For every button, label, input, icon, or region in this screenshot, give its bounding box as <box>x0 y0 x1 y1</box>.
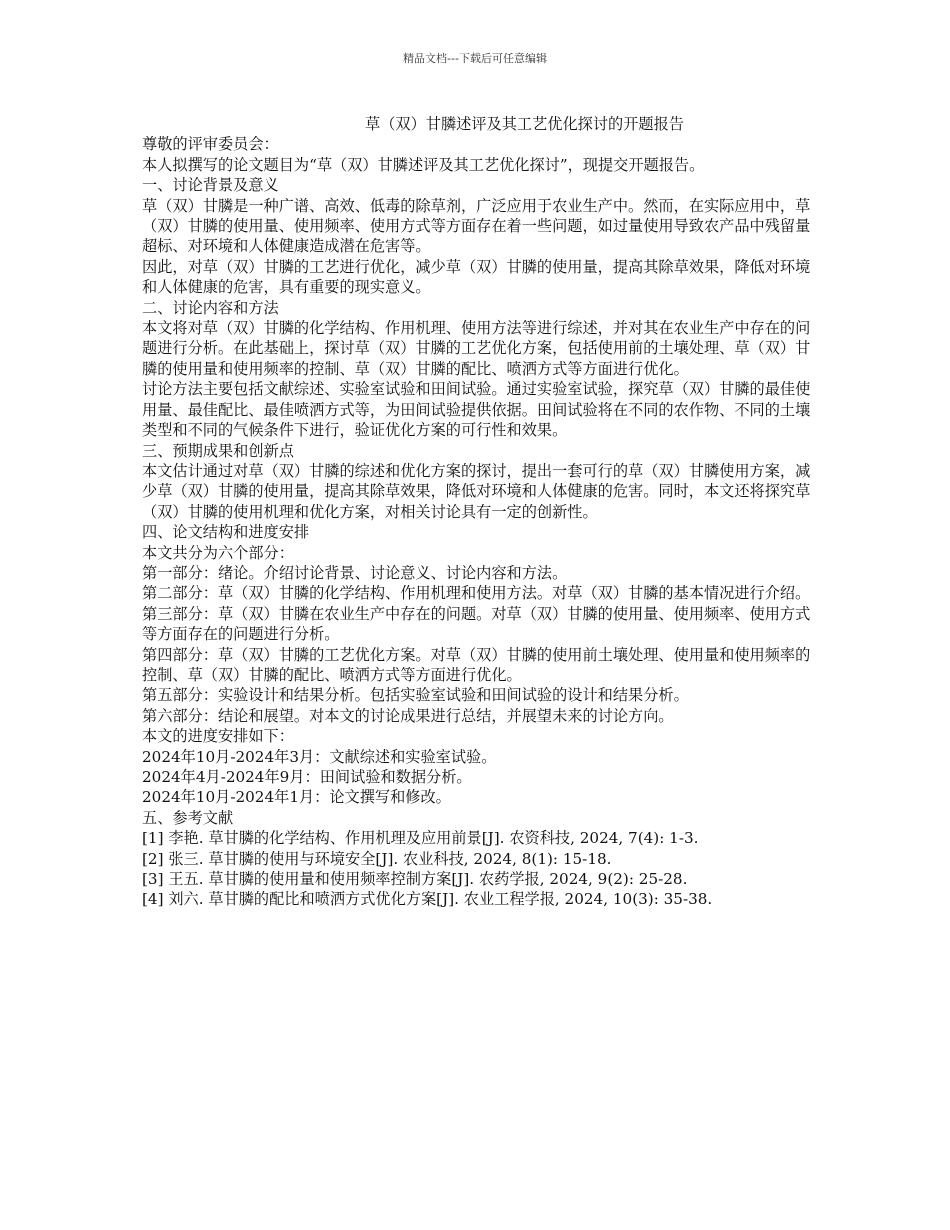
structure-part: 第一部分：绪论。介绍讨论背景、讨论意义、讨论内容和方法。 <box>142 563 568 582</box>
section-heading-references: 五、参考文献 <box>142 808 234 827</box>
section-heading-content-methods: 二、讨论内容和方法 <box>142 298 279 317</box>
salutation: 尊敬的评审委员会： <box>142 135 279 154</box>
structure-part: 第二部分：草（双）甘膦的化学结构、作用机理和使用方法。对草（双）甘膦的基本情况进行介绍。 <box>142 584 811 603</box>
reference-item: [2] 张三. 草甘膦的使用与环境安全[J]. 农业科技, 2024, 8(1): 15-18. <box>142 849 612 868</box>
document-body <box>142 114 812 910</box>
section-heading-structure-schedule: 四、论文结构和进度安排 <box>142 523 310 542</box>
content-paragraph: 本文将对草（双）甘膦的化学结构、作用机理、使用方法等进行综述，并对其在农业生产中存在的问题进行分析。在此基础上，探讨草（双）甘膦的工艺优化方案，包括使用前的土壤处理、草（双）甘膦的使用量和使用频率的控制、草（双）甘膦的配比、喷洒方式等方面进行优化。 <box>142 319 811 378</box>
reference-item: [1] 李艳. 草甘膦的化学结构、作用机理及应用前景[J]. 农资科技, 2024, 7(4): 1-3. <box>142 829 699 848</box>
section-heading-background: 一、讨论背景及意义 <box>142 176 279 195</box>
background-paragraph-1: 草（双）甘膦是一种广谱、高效、低毒的除草剂，广泛应用于农业生产中。然而，在实际应用中，草（双）甘膦的使用量、使用频率、使用方式等方面存在着一些问题，如过量使用导致农产品中残留量超标、对环境和人体健康造成潜在危害等。 <box>142 196 811 256</box>
structure-part: 第六部分：结论和展望。对本文的讨论成果进行总结，并展望未来的讨论方向。 <box>142 706 674 725</box>
schedule-intro: 本文的进度安排如下： <box>142 727 294 746</box>
header-note: 精品文档---下载后可任意编辑 <box>403 52 547 65</box>
structure-intro: 本文共分为六个部分： <box>142 543 294 562</box>
structure-part: 第三部分：草（双）甘膦在农业生产中存在的问题。对草（双）甘膦的使用量、使用频率、使用方式等方面存在的问题进行分析。 <box>142 604 811 644</box>
reference-item: [4] 刘六. 草甘膦的配比和喷洒方式优化方案[J]. 农业工程学报, 2024, 10(3): 35-38. <box>142 890 713 909</box>
structure-part: 第四部分：草（双）甘膦的工艺优化方案。对草（双）甘膦的使用前土壤处理、使用量和使用频率的控制、草（双）甘膦的配比、喷洒方式等方面进行优化。 <box>142 645 811 684</box>
schedule-item: 2024年4月-2024年9月：田间试验和数据分析。 <box>142 768 472 786</box>
intro-paragraph: 本人拟撰写的论文题目为“草（双）甘膦述评及其工艺优化探讨”，现提交开题报告。 <box>142 155 705 174</box>
document-title: 草（双）甘膦述评及其工艺优化探讨的开题报告 <box>365 115 684 133</box>
schedule-item: 2024年10月-2024年1月：论文撰写和修改。 <box>142 788 451 807</box>
methods-paragraph: 讨论方法主要包括文献综述、实验室试验和田间试验。通过实验室试验，探究草（双）甘膦的最佳使用量、最佳配比、最佳喷洒方式等，为田间试验提供依据。田间试验将在不同的农作物、不同的土壤类型和不同的气候条件下进行，验证优化方案的可行性和效果。 <box>142 380 811 440</box>
schedule-item: 2024年10月-2024年3月：文献综述和实验室试验。 <box>142 747 497 766</box>
background-paragraph-2: 因此，对草（双）甘膦的工艺进行优化，减少草（双）甘膦的使用量，提高其除草效果，降低对环境和人体健康的危害，具有重要的现实意义。 <box>142 257 811 297</box>
structure-part: 第五部分：实验设计和结果分析。包括实验室试验和田间试验的设计和结果分析。 <box>142 686 689 705</box>
section-heading-expected-results: 三、预期成果和创新点 <box>142 441 294 460</box>
expected-results-paragraph: 本文估计通过对草（双）甘膦的综述和优化方案的探讨，提出一套可行的草（双）甘膦使用方案，减少草（双）甘膦的使用量，提高其除草效果，降低对环境和人体健康的危害。同时，本文还将探究草（双）甘膦的使用机理和优化方案，对相关讨论具有一定的创新性。 <box>142 461 811 521</box>
reference-item: [3] 王五. 草甘膦的使用量和使用频率控制方案[J]. 农药学报, 2024, 9(2): 25-28. <box>142 870 688 889</box>
